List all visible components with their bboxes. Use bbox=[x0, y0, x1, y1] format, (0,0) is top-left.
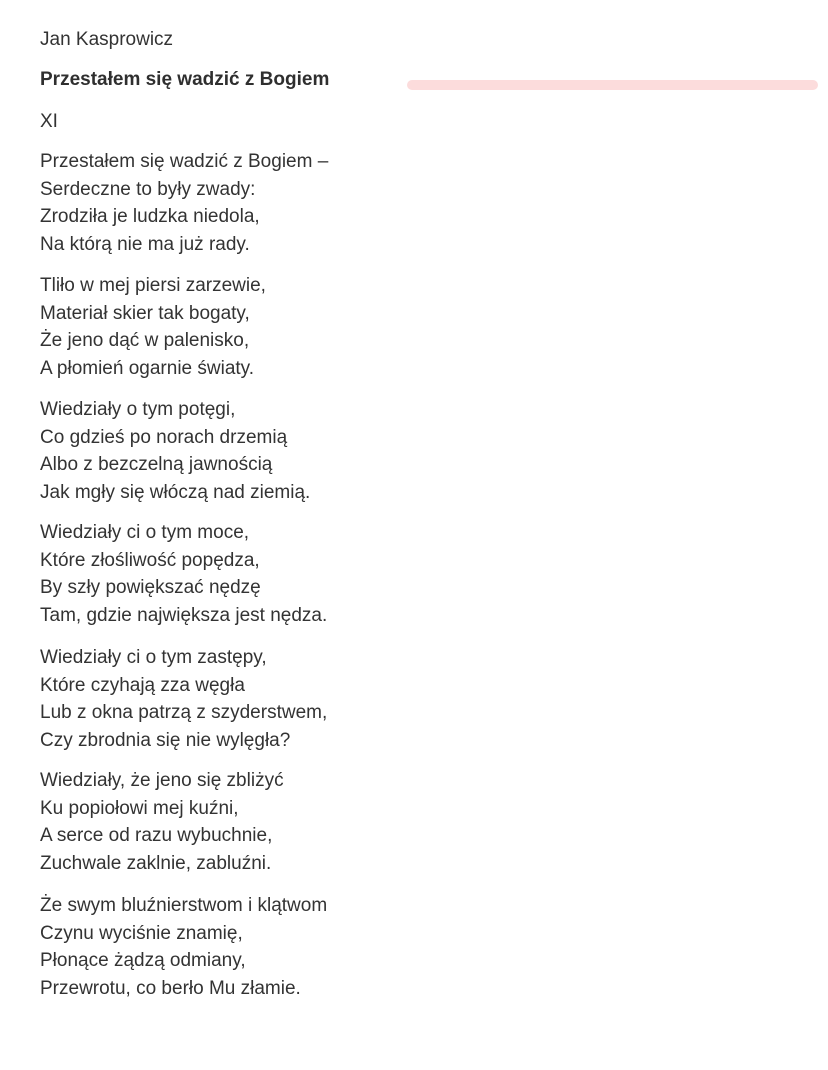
stanza bbox=[40, 272, 780, 382]
poem-line: Przewrotu, co berło Mu złamie. bbox=[40, 977, 301, 999]
stanza bbox=[40, 767, 780, 877]
poem-line: A płomień ogarnie światy. bbox=[40, 357, 255, 379]
poem-line: Na którą nie ma już rady. bbox=[40, 233, 250, 255]
poem-line: Że jeno dąć w palenisko, bbox=[40, 330, 250, 352]
stanza bbox=[40, 148, 780, 258]
poem-line: Przestałem się wadzić z Bogiem – bbox=[40, 151, 329, 172]
stanza bbox=[40, 396, 780, 506]
title-highlight-bar bbox=[407, 80, 818, 90]
poem-line: By szły powiększać nędzę bbox=[40, 577, 261, 599]
poem-line: Ku popiołowi mej kuźni, bbox=[40, 797, 239, 819]
poem-line: Czy zbrodnia się nie wylęgła? bbox=[40, 729, 291, 751]
poem-line: Serdeczne to były zwady: bbox=[40, 178, 256, 200]
poem-line: Płonące żądzą odmiany, bbox=[40, 950, 246, 972]
section-number: XI bbox=[40, 111, 58, 132]
poem-line: Które czyhają zza węgła bbox=[40, 674, 245, 696]
poem-line: Lub z okna patrzą z szyderstwem, bbox=[40, 702, 328, 724]
poem-line: Czynu wyciśnie znamię, bbox=[40, 922, 243, 944]
poem-line: Albo z bezczelną jawnością bbox=[40, 454, 273, 476]
poem-line: Że swym bluźnierstwom i klątwom bbox=[40, 895, 328, 916]
poem-title: Przestałem się wadzić z Bogiem bbox=[40, 69, 330, 90]
poem-line: Tam, gdzie największa jest nędza. bbox=[40, 604, 328, 626]
stanza bbox=[40, 892, 780, 1002]
stanza bbox=[40, 519, 780, 629]
poem-line: Jak mgły się włóczą nad ziemią. bbox=[40, 481, 311, 503]
poem-line: Zuchwale zaklnie, zabluźni. bbox=[40, 852, 272, 874]
poem-line: Wiedziały ci o tym moce, bbox=[40, 522, 250, 543]
author-name: Jan Kasprowicz bbox=[40, 29, 174, 50]
poem-line: Materiał skier tak bogaty, bbox=[40, 302, 250, 324]
poem-line: Które złośliwość popędza, bbox=[40, 549, 260, 571]
title-row bbox=[40, 67, 818, 95]
poem-line: Wiedziały, że jeno się zbliżyć bbox=[40, 770, 284, 791]
poem-line: Co gdzieś po norach drzemią bbox=[40, 426, 288, 448]
poem-line: A serce od razu wybuchnie, bbox=[40, 825, 273, 847]
stanza bbox=[40, 644, 780, 754]
poem-line: Wiedziały ci o tym zastępy, bbox=[40, 647, 267, 668]
poem-line: Zrodziła je ludzka niedola, bbox=[40, 206, 260, 228]
poem-line: Wiedziały o tym potęgi, bbox=[40, 399, 236, 420]
poem-line: Tliło w mej piersi zarzewie, bbox=[40, 275, 266, 296]
